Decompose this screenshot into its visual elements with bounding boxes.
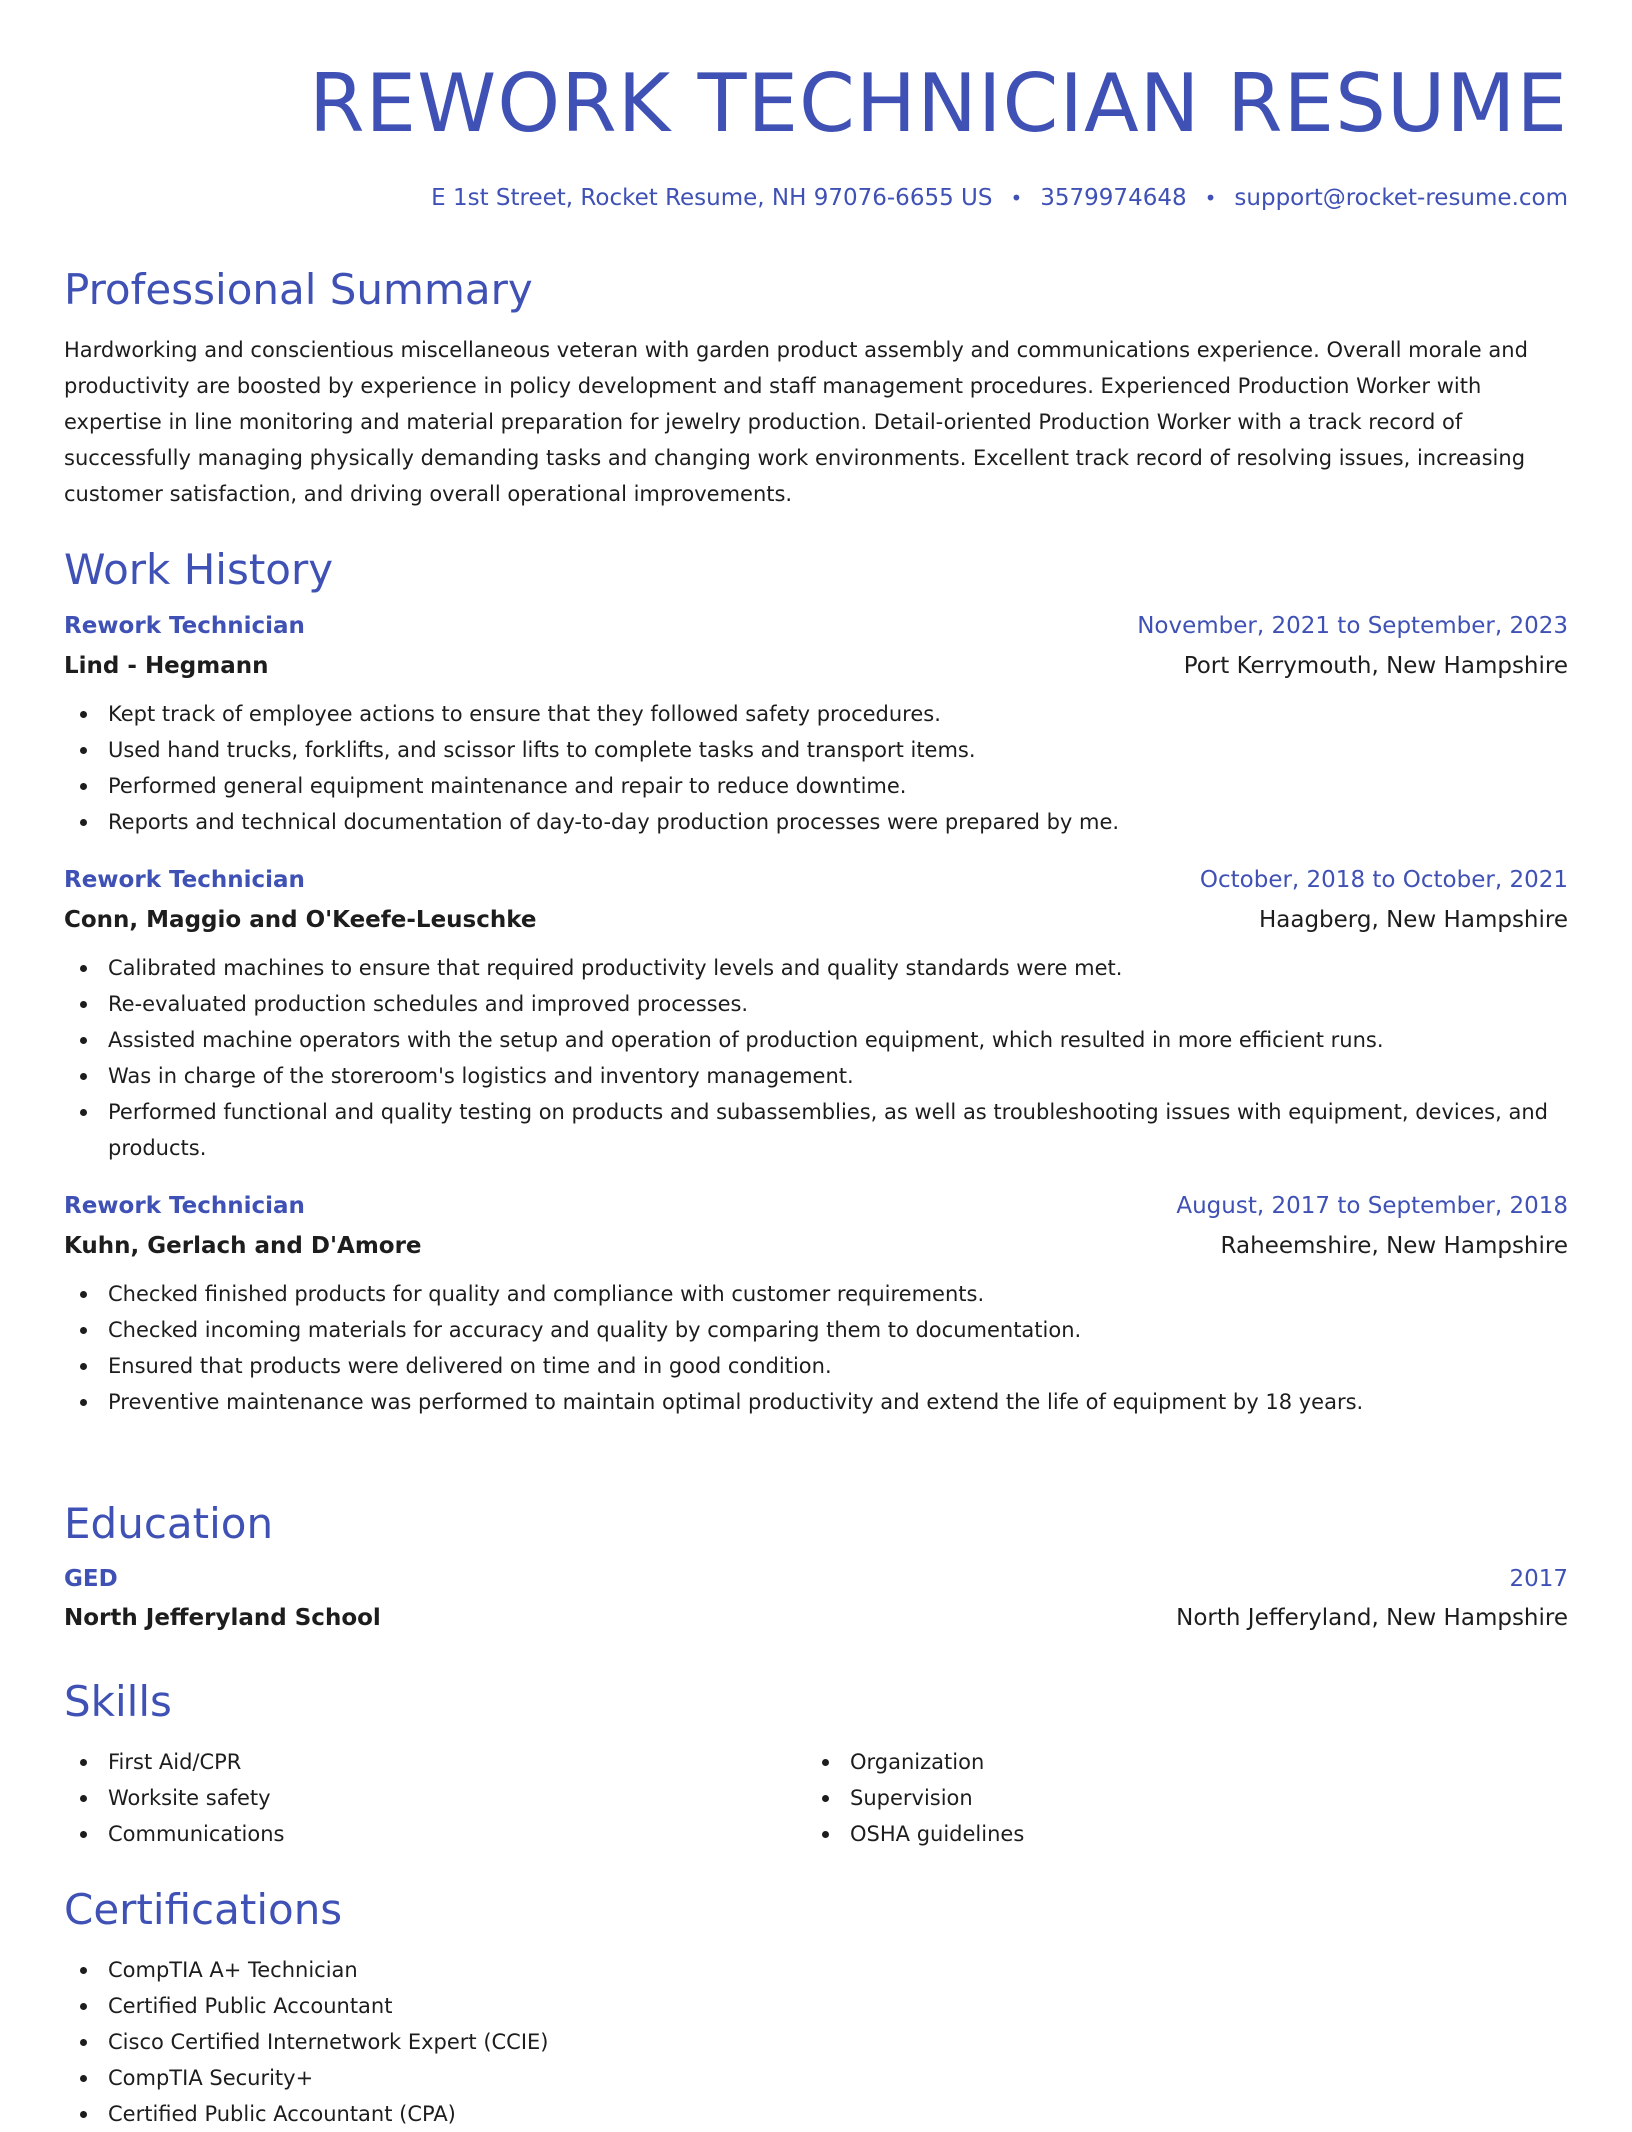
job-location: Raheemshire, New Hampshire [1220, 1233, 1568, 1259]
skills-section [64, 1674, 1568, 1852]
resume-title: REWORK TECHNICIAN RESUME [308, 57, 1568, 150]
list-item: Supervision [806, 1780, 1548, 1816]
list-item: Certified Public Accountant (CPA) [64, 2096, 1568, 2132]
job-title: Rework Technician [64, 867, 305, 893]
skills-list-left [64, 1744, 806, 1852]
list-item: Assisted machine operators with the setup and operation of production equipment, which resulted in more efficient runs. [64, 1022, 1568, 1058]
section-heading: Skills [64, 1677, 172, 1726]
school-name: North Jefferyland School [64, 1605, 381, 1631]
summary-paragraph: Hardworking and conscientious miscellaneous veteran with garden product assembly and communications experience. Overall morale and productivity are boosted by experience in policy development and staff management procedures. Experienced Production Worker with expertise in line monitoring and material preparation for jewelry production. Detail-oriented Production Worker with a track record of successfully managing physically demanding tasks and changing work environments. Excellent track record of resolving issues, increasing customer satisfaction, and driving overall operational improvements. [64, 338, 1528, 506]
work-history-section [64, 542, 1568, 1420]
job-duties-list [64, 950, 1568, 1166]
list-item: Preventive maintenance was performed to maintain optimal productivity and extend the life of equipment by 18 years. [64, 1384, 1568, 1420]
job-duties-list [64, 1276, 1568, 1420]
contact-email[interactable]: support@rocket-resume.com [1234, 185, 1568, 211]
company-name: Kuhn, Gerlach and D'Amore [64, 1233, 422, 1259]
degree: GED [64, 1566, 118, 1592]
list-item: Re-evaluated production schedules and improved processes. [64, 986, 1568, 1022]
section-heading: Certifications [64, 1885, 343, 1934]
list-item: Was in charge of the storeroom's logistics and inventory management. [64, 1058, 1568, 1094]
list-item: Performed functional and quality testing on products and subassemblies, as well as troubleshooting issues with equipment, devices, and products. [64, 1094, 1568, 1166]
list-item: Cisco Certified Internetwork Expert (CCIE) [64, 2024, 1568, 2060]
job-title: Rework Technician [64, 613, 305, 639]
list-item: Kept track of employee actions to ensure that they followed safety procedures. [64, 696, 1568, 732]
list-item: CompTIA A+ Technician [64, 1952, 1568, 1988]
contact-address: E 1st Street, Rocket Resume, NH 97076-6655 US [431, 185, 993, 211]
contact-separator: • [1010, 186, 1023, 210]
list-item: OSHA guidelines [806, 1816, 1548, 1852]
section-heading: Education [64, 1499, 274, 1548]
job-dates: November, 2021 to September, 2023 [1137, 613, 1568, 639]
list-item: First Aid/CPR [64, 1744, 806, 1780]
list-item: Certified Public Accountant [64, 1988, 1568, 2024]
certifications-list [64, 1952, 1568, 2132]
list-item: Checked incoming materials for accuracy and quality by comparing them to documentation. [64, 1312, 1568, 1348]
job-location: Port Kerrymouth, New Hampshire [1183, 653, 1568, 679]
list-item: Performed general equipment maintenance and repair to reduce downtime. [64, 768, 1568, 804]
school-location: North Jefferyland, New Hampshire [1176, 1605, 1568, 1631]
list-item: CompTIA Security+ [64, 2060, 1568, 2096]
education-entry [64, 1560, 1568, 1638]
list-item: Organization [806, 1744, 1548, 1780]
section-heading: Professional Summary [64, 265, 533, 314]
skills-columns [64, 1744, 1568, 1852]
company-name: Lind - Hegmann [64, 653, 269, 679]
list-item: Used hand trucks, forklifts, and scissor lifts to complete tasks and transport items. [64, 732, 1568, 768]
list-item: Calibrated machines to ensure that required productivity levels and quality standards were met. [64, 950, 1568, 986]
job-dates: August, 2017 to September, 2018 [1176, 1193, 1568, 1219]
job-duties-list [64, 696, 1568, 840]
job-entry [64, 606, 1568, 840]
skills-list-right [806, 1744, 1548, 1852]
contact-phone: 3579974648 [1040, 185, 1187, 211]
contact-line [431, 180, 1568, 216]
job-entry [64, 860, 1568, 1166]
section-heading: Work History [64, 545, 334, 594]
certifications-section [64, 1882, 1568, 2132]
job-dates: October, 2018 to October, 2021 [1199, 867, 1568, 893]
job-entry [64, 1186, 1568, 1420]
list-item: Checked finished products for quality and compliance with customer requirements. [64, 1276, 1568, 1312]
list-item: Ensured that products were delivered on time and in good condition. [64, 1348, 1568, 1384]
list-item: Reports and technical documentation of day-to-day production processes were prepared by me. [64, 804, 1568, 840]
list-item: Communications [64, 1816, 806, 1852]
list-item: Worksite safety [64, 1780, 806, 1816]
contact-separator: • [1204, 186, 1217, 210]
company-name: Conn, Maggio and O'Keefe-Leuschke [64, 907, 537, 933]
job-title: Rework Technician [64, 1193, 305, 1219]
education-section [64, 1496, 1568, 1638]
job-location: Haagberg, New Hampshire [1258, 907, 1568, 933]
professional-summary-section [64, 262, 1568, 512]
graduation-year: 2017 [1509, 1566, 1568, 1592]
